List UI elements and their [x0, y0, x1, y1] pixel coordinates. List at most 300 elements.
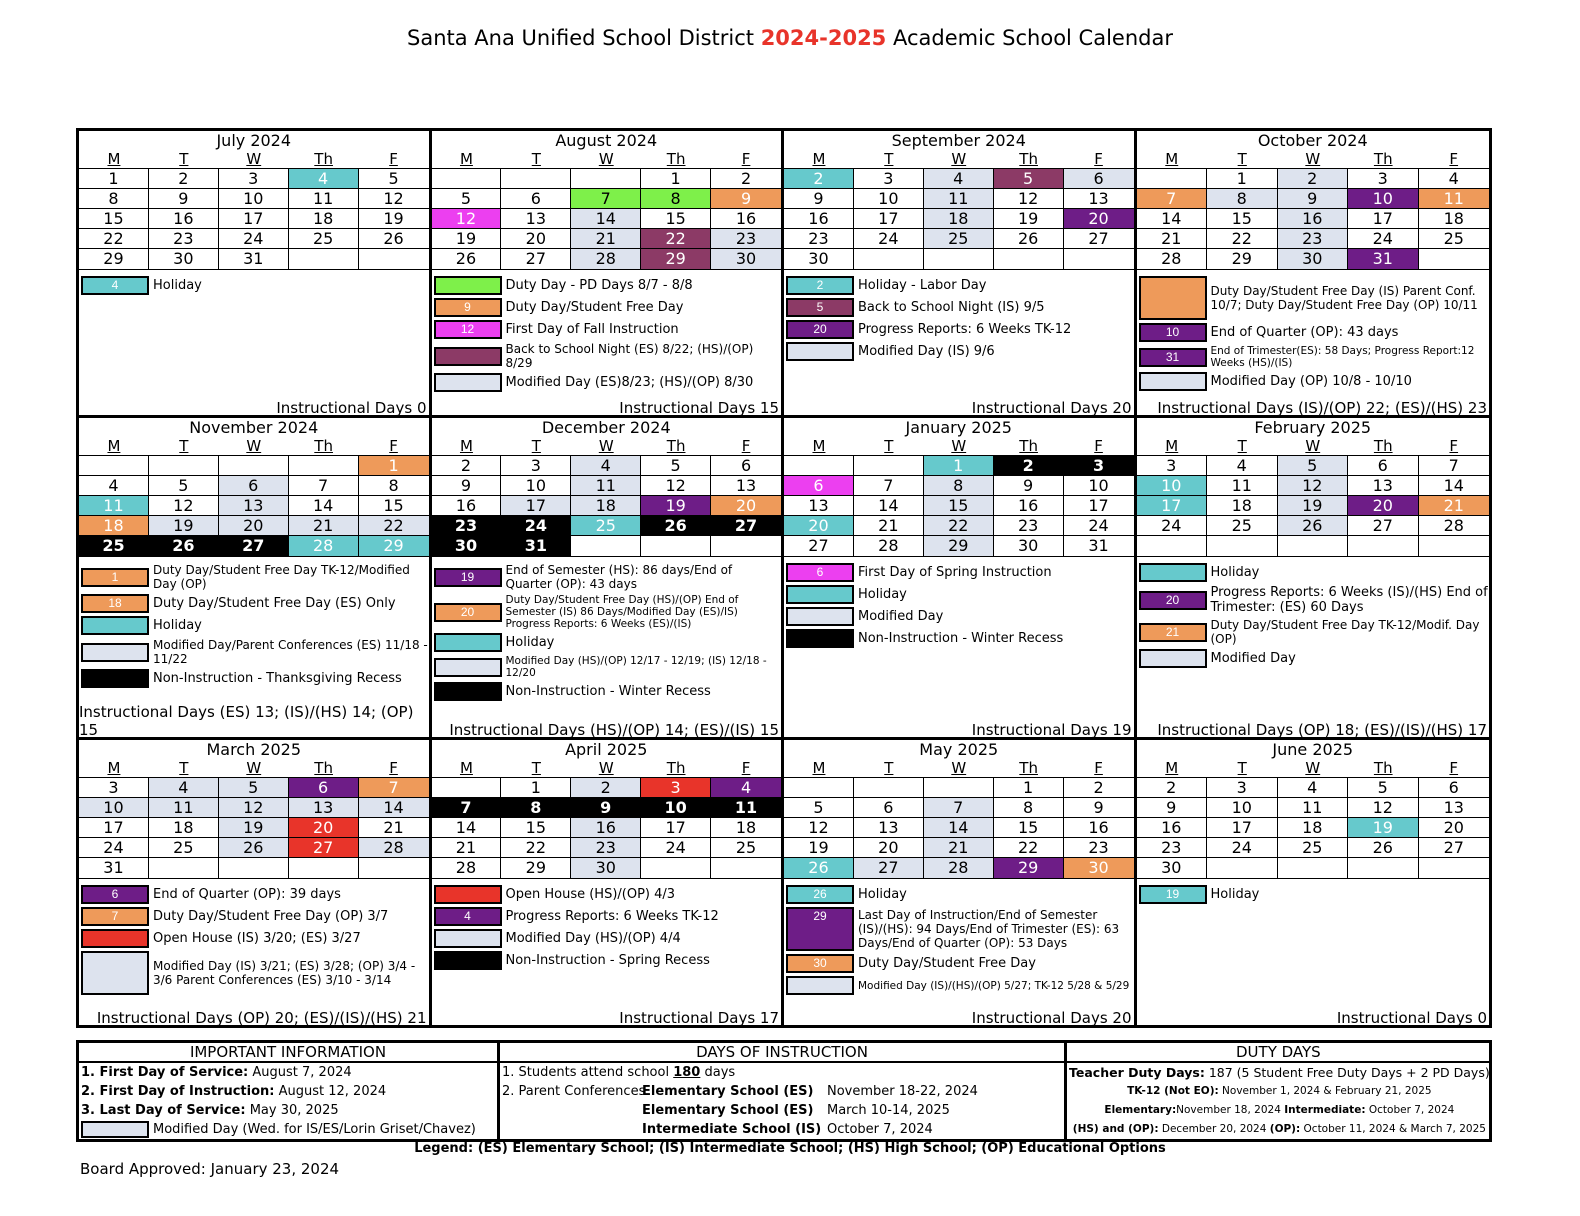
month-may-2025	[784, 740, 1137, 1025]
legend-text: Duty Day/Student Free Day	[858, 956, 1036, 971]
weekday-label: T	[179, 759, 189, 777]
day-cell: 24	[1348, 229, 1419, 249]
day-cell: 18	[1419, 209, 1490, 229]
day-cell: 10	[501, 476, 571, 496]
legend-swatch	[434, 682, 502, 701]
legend-text: Modified Day (ES)8/23; (HS)/(OP) 8/30	[505, 375, 754, 390]
week-row	[432, 209, 782, 229]
day-cell	[641, 536, 711, 556]
weekday-label: W	[598, 437, 614, 455]
legend-swatch: 2	[786, 276, 854, 295]
weekday-label: F	[1449, 759, 1459, 777]
legend-swatch: 6	[786, 563, 854, 582]
weekday-header	[1137, 151, 1490, 168]
day-cell: 8	[359, 476, 429, 496]
day-cell: 3	[1137, 456, 1208, 476]
day-cell: 4	[1278, 778, 1349, 798]
weekday-label: T	[1237, 437, 1247, 455]
day-cell: 11	[1278, 798, 1349, 818]
day-cell: 15	[1207, 209, 1278, 229]
day-cell: 16	[784, 209, 854, 229]
weekday-label: Th	[1019, 150, 1038, 168]
week-row	[1137, 249, 1490, 269]
day-cell: 3	[79, 778, 149, 798]
day-cell: 10	[219, 189, 289, 209]
day-cell: 21	[571, 229, 641, 249]
legend-item	[434, 373, 782, 392]
legend-swatch: 7	[81, 907, 149, 926]
day-cell	[1207, 536, 1278, 556]
weekday-label: M	[459, 759, 473, 777]
week-row	[432, 476, 782, 496]
legend-swatch	[1139, 372, 1207, 391]
day-cell: 26	[432, 249, 502, 269]
week-row	[1137, 496, 1490, 516]
month-title: October 2024	[1257, 131, 1368, 150]
day-cell: 29	[359, 536, 429, 556]
legend-text: Duty Day/Student Free Day (OP) 3/7	[153, 909, 389, 924]
day-cell: 5	[432, 189, 502, 209]
day-cell: 2	[1278, 169, 1349, 189]
day-cell: 3	[1207, 778, 1278, 798]
week-row	[432, 229, 782, 249]
legend-item	[81, 616, 429, 635]
day-cell: 16	[149, 209, 219, 229]
legend-item	[1139, 563, 1490, 582]
legend-text: Back to School Night (ES) 8/22; (HS)/(OP) 8/29	[505, 342, 754, 370]
week-row	[79, 516, 429, 536]
day-cell: 4	[924, 169, 994, 189]
day-cell	[432, 169, 502, 189]
day-cell: 6	[784, 476, 854, 496]
day-cell: 21	[289, 516, 359, 536]
legend-text: Modified Day	[858, 609, 944, 624]
month-july-2024	[79, 131, 432, 418]
week-row	[1137, 536, 1490, 556]
day-cell: 10	[1348, 189, 1419, 209]
legend-item	[434, 320, 782, 339]
legend-text: Last Day of Instruction/End of Semester (IS)/(HS): 94 Days/End of Trimester (ES): 63 Days/End of Quarter (OP): 53 Days	[858, 908, 1120, 950]
day-cell: 17	[1348, 209, 1419, 229]
month-august-2024	[432, 131, 785, 418]
day-cell: 28	[1419, 516, 1490, 536]
legend-text: Modified Day (HS)/(OP) 12/17 - 12/19; (IS) 12/18 - 12/20	[505, 655, 767, 679]
day-cell: 3	[1064, 456, 1134, 476]
day-cell: 31	[1348, 249, 1419, 269]
legend-text: Back to School Night (IS) 9/5	[858, 300, 1045, 315]
day-cell: 12	[1278, 476, 1349, 496]
day-cell	[784, 456, 854, 476]
legend-text: End of Trimester(ES): 58 Days; Progress Report:12 Weeks (HS)/(IS)	[1210, 345, 1475, 369]
day-cell: 9	[1064, 798, 1134, 818]
page-title	[0, 26, 1580, 50]
weekday-label: W	[246, 150, 262, 168]
day-cell: 2	[1137, 778, 1208, 798]
instructional-days: Instructional Days (OP) 20; (ES)/(IS)/(HS) 21	[96, 1009, 427, 1027]
legend-item	[786, 563, 1134, 582]
day-cell	[1278, 858, 1349, 878]
week-row	[79, 778, 429, 798]
weekday-label: M	[459, 437, 473, 455]
important-item: 1. First Day of Service: August 7, 2024	[81, 1065, 352, 1080]
day-cell: 14	[924, 818, 994, 838]
day-cell: 7	[1419, 456, 1490, 476]
legend-swatch: 10	[1139, 323, 1207, 342]
legend-text: Modified Day/Parent Conferences (ES) 11/18 - 11/22	[153, 638, 428, 666]
week-row	[1137, 818, 1490, 838]
day-cell: 6	[501, 189, 571, 209]
day-cell: 18	[79, 516, 149, 536]
week-row	[432, 858, 782, 878]
day-cell: 17	[1207, 818, 1278, 838]
day-cell: 1	[641, 169, 711, 189]
week-row	[784, 249, 1134, 269]
legend-swatch	[434, 276, 502, 295]
day-cell: 6	[289, 778, 359, 798]
month-legend	[1137, 557, 1490, 668]
week-row	[432, 249, 782, 269]
day-cell: 13	[711, 476, 781, 496]
legend-text: Modified Day (IS)/(HS)/(OP) 5/27; TK-12 5/28 & 5/29	[858, 979, 1130, 992]
day-cell: 20	[1419, 818, 1490, 838]
month-march-2025	[79, 740, 432, 1025]
week-row	[1137, 838, 1490, 858]
day-cell: 30	[1137, 858, 1208, 878]
day-cell: 19	[994, 209, 1064, 229]
day-cell: 17	[501, 496, 571, 516]
weekday-label: T	[531, 150, 541, 168]
duty-days	[1067, 1043, 1490, 1139]
day-cell: 29	[924, 536, 994, 556]
weekday-label: F	[1449, 437, 1459, 455]
day-cell: 12	[1348, 798, 1419, 818]
weekday-label: Th	[1019, 437, 1038, 455]
instructional-days: Instructional Days 0	[276, 399, 427, 417]
day-cell	[711, 858, 781, 878]
day-cell: 8	[1207, 189, 1278, 209]
weekday-label: Th	[666, 759, 686, 777]
day-cell: 3	[219, 169, 289, 189]
legend-text: Non-Instruction - Spring Recess	[505, 953, 710, 968]
day-cell: 7	[289, 476, 359, 496]
day-cell: 7	[854, 476, 924, 496]
legend-swatch: 6	[81, 885, 149, 904]
week-row	[784, 189, 1134, 209]
day-cell: 23	[784, 229, 854, 249]
legend-text: Progress Reports: 6 Weeks TK-12	[505, 909, 719, 924]
day-cell: 5	[641, 456, 711, 476]
day-cell: 9	[149, 189, 219, 209]
legend-item	[786, 320, 1134, 339]
legend-item	[81, 669, 429, 688]
day-cell: 17	[219, 209, 289, 229]
day-cell	[1207, 858, 1278, 878]
weekday-label: F	[741, 150, 751, 168]
legend-text: Modified Day (OP) 10/8 - 10/10	[1210, 374, 1412, 389]
day-cell: 12	[994, 189, 1064, 209]
day-cell	[1064, 249, 1134, 269]
week-row	[1137, 516, 1490, 536]
weekday-label: Th	[666, 150, 686, 168]
instructional-days: Instructional Days (OP) 18; (ES)/(IS)/(HS) 17	[1157, 721, 1487, 739]
month-days	[432, 168, 782, 270]
day-cell: 13	[784, 496, 854, 516]
day-cell: 15	[994, 818, 1064, 838]
legend-swatch: 31	[1139, 348, 1207, 367]
day-cell: 30	[432, 536, 502, 556]
day-cell: 19	[359, 209, 429, 229]
day-cell: 16	[994, 496, 1064, 516]
weekday-label: Th	[314, 437, 333, 455]
week-row	[432, 516, 782, 536]
weekday-label: W	[951, 437, 967, 455]
day-cell: 11	[711, 798, 781, 818]
day-cell: 14	[289, 496, 359, 516]
day-cell: 13	[854, 818, 924, 838]
weekday-label: T	[179, 150, 189, 168]
month-days	[784, 455, 1134, 557]
weekday-label: W	[598, 759, 614, 777]
day-cell: 12	[149, 496, 219, 516]
day-cell: 7	[359, 778, 429, 798]
day-cell: 18	[1207, 496, 1278, 516]
day-cell: 30	[711, 249, 781, 269]
day-cell: 17	[1064, 496, 1134, 516]
day-cell: 13	[219, 496, 289, 516]
legend-text: Open House (IS) 3/20; (ES) 3/27	[153, 931, 361, 946]
legend-swatch	[81, 669, 149, 688]
day-cell: 24	[1207, 838, 1278, 858]
legend-item	[81, 907, 429, 926]
legend-swatch	[434, 633, 502, 652]
month-days	[79, 455, 429, 557]
legend-swatch: 1	[81, 568, 149, 587]
day-cell: 6	[1064, 169, 1134, 189]
day-cell: 22	[501, 838, 571, 858]
weekday-label: F	[389, 437, 398, 455]
day-cell: 8	[924, 476, 994, 496]
day-cell: 30	[1064, 858, 1134, 878]
legend-swatch: 4	[434, 907, 502, 926]
legend-text: First Day of Fall Instruction	[505, 322, 679, 337]
legend-item	[786, 607, 1134, 626]
day-cell: 29	[1207, 249, 1278, 269]
month-title: November 2024	[189, 418, 319, 437]
legend-text: Modified Day (IS) 9/6	[858, 344, 995, 359]
week-row	[1137, 229, 1490, 249]
legend-swatch: 9	[434, 298, 502, 317]
day-cell: 25	[149, 838, 219, 858]
weekday-label: T	[531, 759, 541, 777]
day-cell	[571, 536, 641, 556]
day-cell: 27	[1419, 838, 1490, 858]
weekday-label: M	[107, 150, 121, 168]
day-cell: 4	[571, 456, 641, 476]
day-cell: 11	[1419, 189, 1490, 209]
day-cell: 27	[1348, 516, 1419, 536]
day-cell: 21	[1419, 496, 1490, 516]
month-november-2024	[79, 418, 432, 740]
week-row	[1137, 476, 1490, 496]
day-cell: 15	[924, 496, 994, 516]
legend-item	[434, 929, 782, 948]
legend-text: Duty Day/Student Free Day TK-12/Modif. Day (OP)	[1210, 618, 1480, 646]
weekday-label: F	[1094, 150, 1103, 168]
week-row	[1137, 169, 1490, 189]
legend-item	[81, 885, 429, 904]
day-cell	[1348, 536, 1419, 556]
day-cell	[219, 456, 289, 476]
day-cell: 25	[1419, 229, 1490, 249]
day-cell: 2	[432, 456, 502, 476]
legend-item	[81, 563, 429, 591]
legend-item	[434, 594, 782, 630]
day-cell: 30	[149, 249, 219, 269]
legend-swatch	[434, 347, 502, 366]
day-cell: 25	[289, 229, 359, 249]
day-cell	[784, 778, 854, 798]
day-cell: 22	[79, 229, 149, 249]
day-cell: 16	[432, 496, 502, 516]
month-title: September 2024	[891, 131, 1026, 150]
weekday-label: M	[812, 759, 826, 777]
legend-text: First Day of Spring Instruction	[858, 565, 1052, 580]
week-row	[79, 838, 429, 858]
weekday-label: T	[1237, 150, 1247, 168]
weekday-label: M	[1165, 759, 1179, 777]
legend-swatch: 21	[1139, 623, 1207, 642]
week-row	[784, 516, 1134, 536]
legend-swatch	[434, 885, 502, 904]
week-row	[79, 169, 429, 189]
legend-swatch	[1139, 276, 1207, 320]
legend-item	[434, 885, 782, 904]
weekday-header	[1137, 438, 1490, 455]
day-cell: 16	[1064, 818, 1134, 838]
day-cell: 16	[711, 209, 781, 229]
month-title: January 2025	[905, 418, 1012, 437]
weekday-label: Th	[666, 437, 686, 455]
weekday-label: T	[179, 437, 189, 455]
day-cell: 23	[1278, 229, 1349, 249]
day-cell: 16	[571, 818, 641, 838]
day-cell: 15	[641, 209, 711, 229]
day-cell: 11	[149, 798, 219, 818]
day-cell: 28	[359, 838, 429, 858]
day-cell: 25	[711, 838, 781, 858]
day-cell: 23	[711, 229, 781, 249]
day-cell: 21	[432, 838, 502, 858]
day-cell: 9	[571, 798, 641, 818]
day-cell: 14	[854, 496, 924, 516]
day-cell: 4	[79, 476, 149, 496]
day-cell: 1	[924, 456, 994, 476]
day-cell	[571, 169, 641, 189]
day-cell: 9	[711, 189, 781, 209]
legend-swatch: 30	[786, 954, 854, 973]
modified-day-note: Modified Day (Wed. for IS/ES/Lorin Griset/Chavez)	[79, 1120, 497, 1139]
day-cell: 9	[994, 476, 1064, 496]
weekday-label: M	[107, 437, 121, 455]
day-cell: 26	[1278, 516, 1349, 536]
day-cell: 1	[1207, 169, 1278, 189]
weekday-label: W	[951, 759, 967, 777]
week-row	[79, 536, 429, 556]
day-cell: 12	[219, 798, 289, 818]
day-cell: 10	[641, 798, 711, 818]
instructional-days: Instructional Days (HS)/(OP) 14; (ES)/(IS) 15	[449, 721, 779, 739]
week-row	[1137, 189, 1490, 209]
legend-text: Progress Reports: 6 Weeks (IS)/(HS) End of Trimester: (ES) 60 Days	[1210, 585, 1488, 615]
day-cell: 24	[854, 229, 924, 249]
month-title: May 2025	[919, 740, 999, 759]
legend-swatch	[434, 951, 502, 970]
day-cell: 24	[501, 516, 571, 536]
month-title: December 2024	[541, 418, 671, 437]
legend-text: Modified Day (IS) 3/21; (ES) 3/28; (OP) 3/4 - 3/6 Parent Conferences (ES) 3/10 - 3/14	[153, 959, 416, 987]
legend-item	[786, 885, 1134, 904]
week-row	[784, 476, 1134, 496]
legend-swatch: 5	[786, 298, 854, 317]
day-cell: 11	[1207, 476, 1278, 496]
instructional-days: Instructional Days 17	[619, 1009, 779, 1027]
legend-swatch: 12	[434, 320, 502, 339]
day-cell: 26	[641, 516, 711, 536]
day-cell: 22	[994, 838, 1064, 858]
weekday-header	[432, 760, 782, 777]
day-cell	[1278, 536, 1349, 556]
day-cell: 24	[1064, 516, 1134, 536]
day-cell: 8	[79, 189, 149, 209]
important-item: 2. First Day of Instruction: August 12, 2024	[81, 1084, 387, 1099]
day-cell: 12	[784, 818, 854, 838]
week-row	[79, 189, 429, 209]
day-cell: 18	[924, 209, 994, 229]
day-cell	[432, 778, 502, 798]
day-cell: 1	[994, 778, 1064, 798]
legend-text: Holiday	[858, 887, 907, 902]
day-cell: 21	[924, 838, 994, 858]
month-october-2024	[1137, 131, 1490, 418]
weekday-label: W	[1305, 759, 1321, 777]
legend-swatch: 29	[786, 907, 854, 951]
weekday-label: W	[246, 759, 262, 777]
weekday-header	[432, 151, 782, 168]
duty-hs-op: (HS) and (OP): December 20, 2024 (OP): October 11, 2024 & March 7, 2025	[1072, 1123, 1486, 1135]
month-legend	[1137, 270, 1490, 391]
day-cell: 31	[1064, 536, 1134, 556]
day-cell: 8	[641, 189, 711, 209]
day-cell: 21	[359, 818, 429, 838]
legend-text: Non-Instruction - Winter Recess	[505, 684, 711, 699]
month-legend	[1137, 879, 1490, 904]
conference-row: Elementary School (ES) March 10-14, 2025	[642, 1103, 950, 1118]
week-row	[79, 818, 429, 838]
day-cell: 29	[994, 858, 1064, 878]
legend-item	[786, 342, 1134, 361]
weekday-label: W	[1305, 437, 1321, 455]
day-cell: 2	[711, 169, 781, 189]
month-days	[1137, 455, 1490, 557]
week-row	[1137, 798, 1490, 818]
week-row	[1137, 778, 1490, 798]
legend-text: Duty Day/Student Free Day (ES) Only	[153, 596, 396, 611]
weekday-header	[79, 151, 429, 168]
week-row	[1137, 456, 1490, 476]
day-cell: 15	[501, 818, 571, 838]
legend-text: End of Quarter (OP): 39 days	[153, 887, 341, 902]
day-cell: 25	[1278, 838, 1349, 858]
